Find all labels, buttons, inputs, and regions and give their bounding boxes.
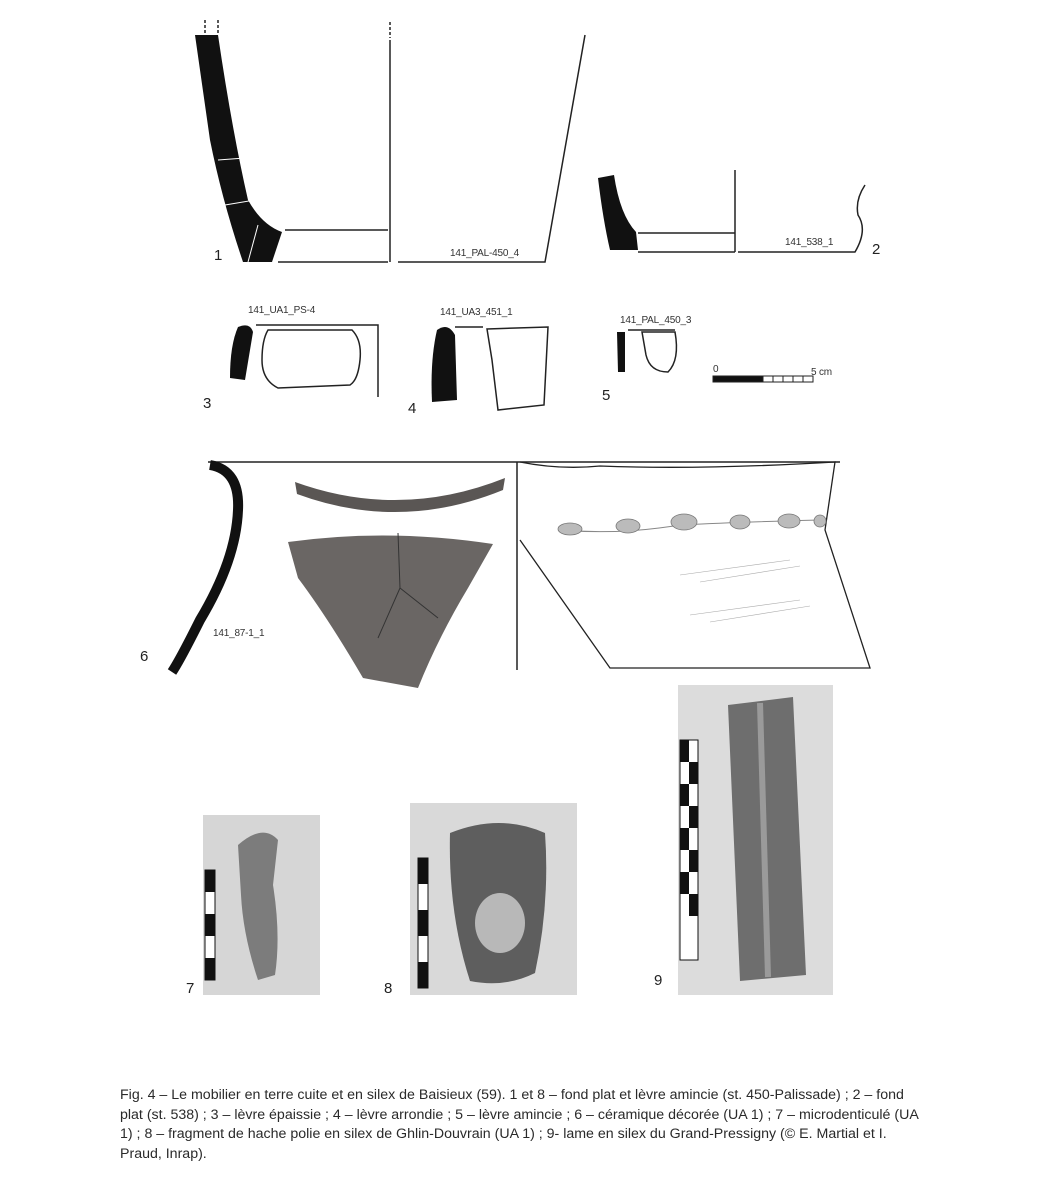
- specimen-id-2: 141_538_1: [785, 237, 834, 248]
- decorated-sherd-photo: [288, 528, 496, 688]
- specimen-id-1: 141_PAL-450_4: [450, 248, 519, 259]
- item-number-6: 6: [140, 648, 149, 665]
- scale-bar: [713, 376, 813, 382]
- specimen-id-4: 141_UA3_451_1: [440, 307, 513, 318]
- sherd-3-drawing: [230, 325, 378, 397]
- sherd-5-drawing: [617, 330, 676, 372]
- specimen-id-5: 141_PAL_450_3: [620, 315, 692, 326]
- item-number-9: 9: [654, 972, 663, 989]
- item-number-3: 3: [203, 395, 212, 412]
- vessel-1-drawing: [195, 20, 585, 262]
- specimen-id-3: 141_UA1_PS-4: [248, 305, 316, 316]
- item-number-7: 7: [186, 980, 195, 997]
- grand-pressigny-blade-photo-9: [678, 685, 833, 995]
- item-number-8: 8: [384, 980, 393, 997]
- sherd-4-drawing: [432, 327, 548, 410]
- specimen-id-6: 141_87-1_1: [213, 628, 265, 639]
- rim-sherd-photo: [295, 470, 505, 520]
- item-number-2: 2: [872, 241, 881, 258]
- item-number-4: 4: [408, 400, 417, 417]
- vessel-6-drawing: [172, 462, 870, 672]
- polished-axe-fragment-photo-8: [410, 803, 577, 995]
- scale-end: 5 cm: [811, 367, 832, 378]
- item-number-5: 5: [602, 387, 611, 404]
- figure-caption: Fig. 4 – Le mobilier en terre cuite et en silex de Baisieux (59). 1 et 8 – fond plat et lèvre amincie (st. 450-Palissade) ; 2 – fond plat (st. 538) ; 3 – lèvre épaissie ; 4 – lèvre arrondie ; 5 – lèvre amincie ; 6 – céramique décorée (UA 1) ; 7 – microdenticulé (UA 1) ; 8 – fragment de hache polie en silex de Ghlin-Douvrain (UA 1) ; 9- lame en silex du Grand-Pressigny (© E. Martial et I. Praud, Inrap).: [120, 1087, 919, 1162]
- microdenticulate-photo-7: [203, 815, 320, 995]
- item-number-1: 1: [214, 247, 223, 264]
- scale-start: 0: [713, 364, 719, 375]
